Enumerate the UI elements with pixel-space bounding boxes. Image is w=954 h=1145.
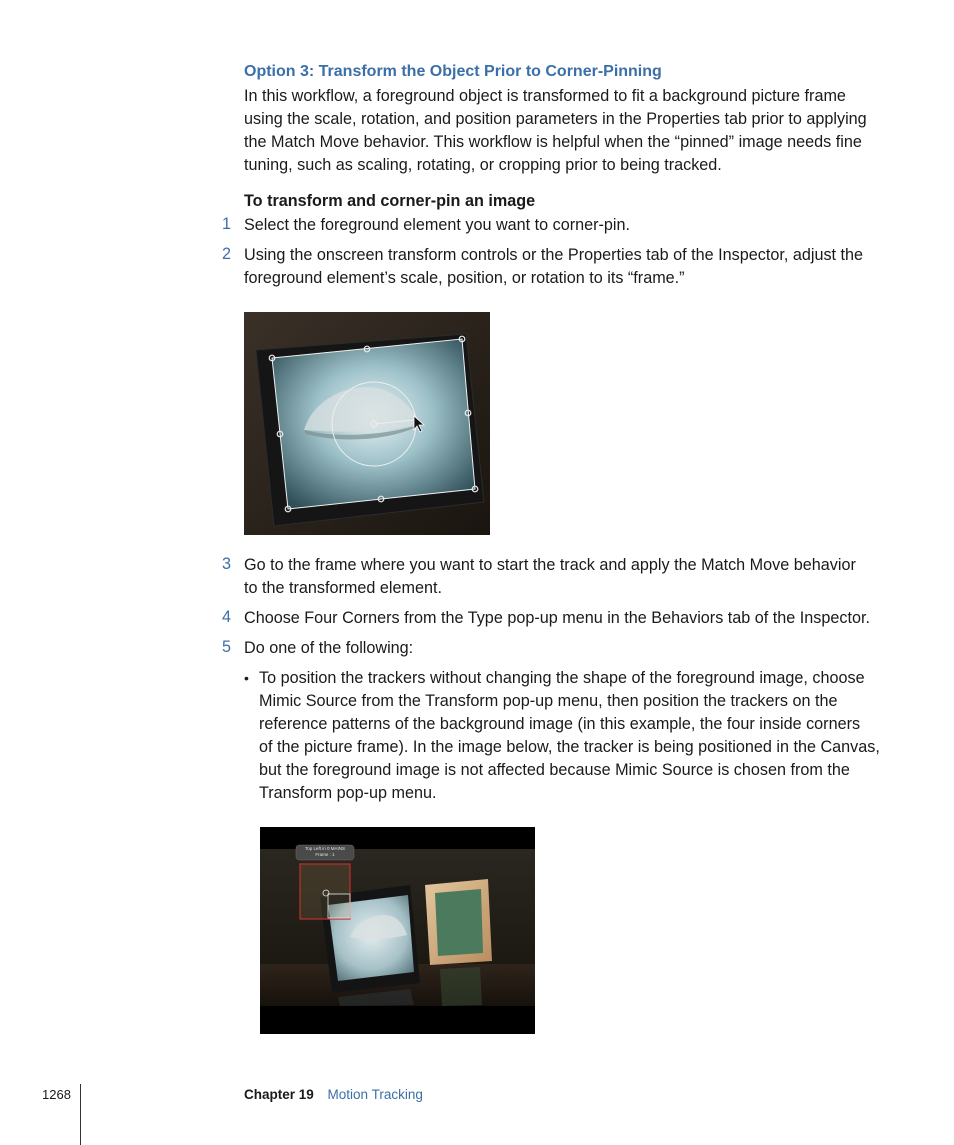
intro-paragraph — [244, 85, 884, 177]
bullet-line: of the picture frame). In the image below, the tracker is being positioned in the Canvas, — [259, 738, 880, 756]
step-number: 3 — [222, 555, 232, 573]
step-text — [244, 554, 884, 600]
footer-divider — [80, 1084, 81, 1145]
chapter-label: Chapter 19 — [244, 1087, 314, 1102]
figure-transform-controls — [244, 312, 490, 535]
bullet-line: Mimic Source from the Transform pop-up menu, then position the trackers on the — [259, 692, 838, 710]
bullet-marker: • — [244, 670, 249, 686]
bullet-line: To position the trackers without changing the shape of the foreground image, choose — [259, 669, 865, 687]
bullet-text — [259, 667, 884, 805]
bullet-line: reference patterns of the background image (in this example, the four inside corners — [259, 715, 861, 733]
bullet-line: but the foreground image is not affected because Mimic Source is chosen from the — [259, 761, 850, 779]
tooltip-line: Frame : 1 — [315, 851, 335, 857]
page-number: 1268 — [42, 1087, 71, 1102]
step-text — [244, 637, 884, 660]
figure-canvas-tracker — [260, 827, 535, 1034]
step-line: Using the onscreen transform controls or the Properties tab of the Inspector, adjust the — [244, 246, 864, 264]
step-line: foreground element’s scale, position, or rotation to its “frame.” — [244, 269, 685, 287]
step-number: 5 — [222, 638, 232, 656]
intro-line: tuning, such as scaling, rotating, or cropping prior to being tracked. — [244, 156, 722, 174]
step-line: Do one of the following: — [244, 639, 414, 657]
step-text — [244, 214, 884, 237]
step-line: Choose Four Corners from the Type pop-up menu in the Behaviors tab of the Inspector. — [244, 609, 870, 627]
step-number: 4 — [222, 608, 232, 626]
intro-line: the Match Move behavior. This workflow is helpful when the “pinned” image needs fine — [244, 133, 862, 151]
chapter-name: Motion Tracking — [327, 1087, 423, 1102]
tooltip-line: Top Left in 0 MAINS — [304, 846, 346, 851]
step-number: 2 — [222, 245, 232, 263]
step-line: Go to the frame where you want to start the track and apply the Match Move behavior — [244, 556, 856, 574]
step-text — [244, 244, 884, 290]
footer-chapter — [244, 1087, 423, 1102]
step-number: 1 — [222, 215, 232, 233]
tracker-tooltip — [296, 846, 354, 857]
intro-line: In this workflow, a foreground object is transformed to fit a background picture frame — [244, 87, 846, 105]
step-line: Select the foreground element you want to corner-pin. — [244, 216, 631, 234]
intro-line: using the scale, rotation, and position parameters in the Properties tab prior to applying — [244, 110, 867, 128]
section-heading: Option 3: Transform the Object Prior to Corner-Pinning — [244, 63, 662, 80]
bullet-line: Transform pop-up menu. — [259, 784, 437, 802]
step-text — [244, 607, 884, 630]
step-line: to the transformed element. — [244, 579, 442, 597]
task-heading: To transform and corner-pin an image — [244, 192, 536, 210]
